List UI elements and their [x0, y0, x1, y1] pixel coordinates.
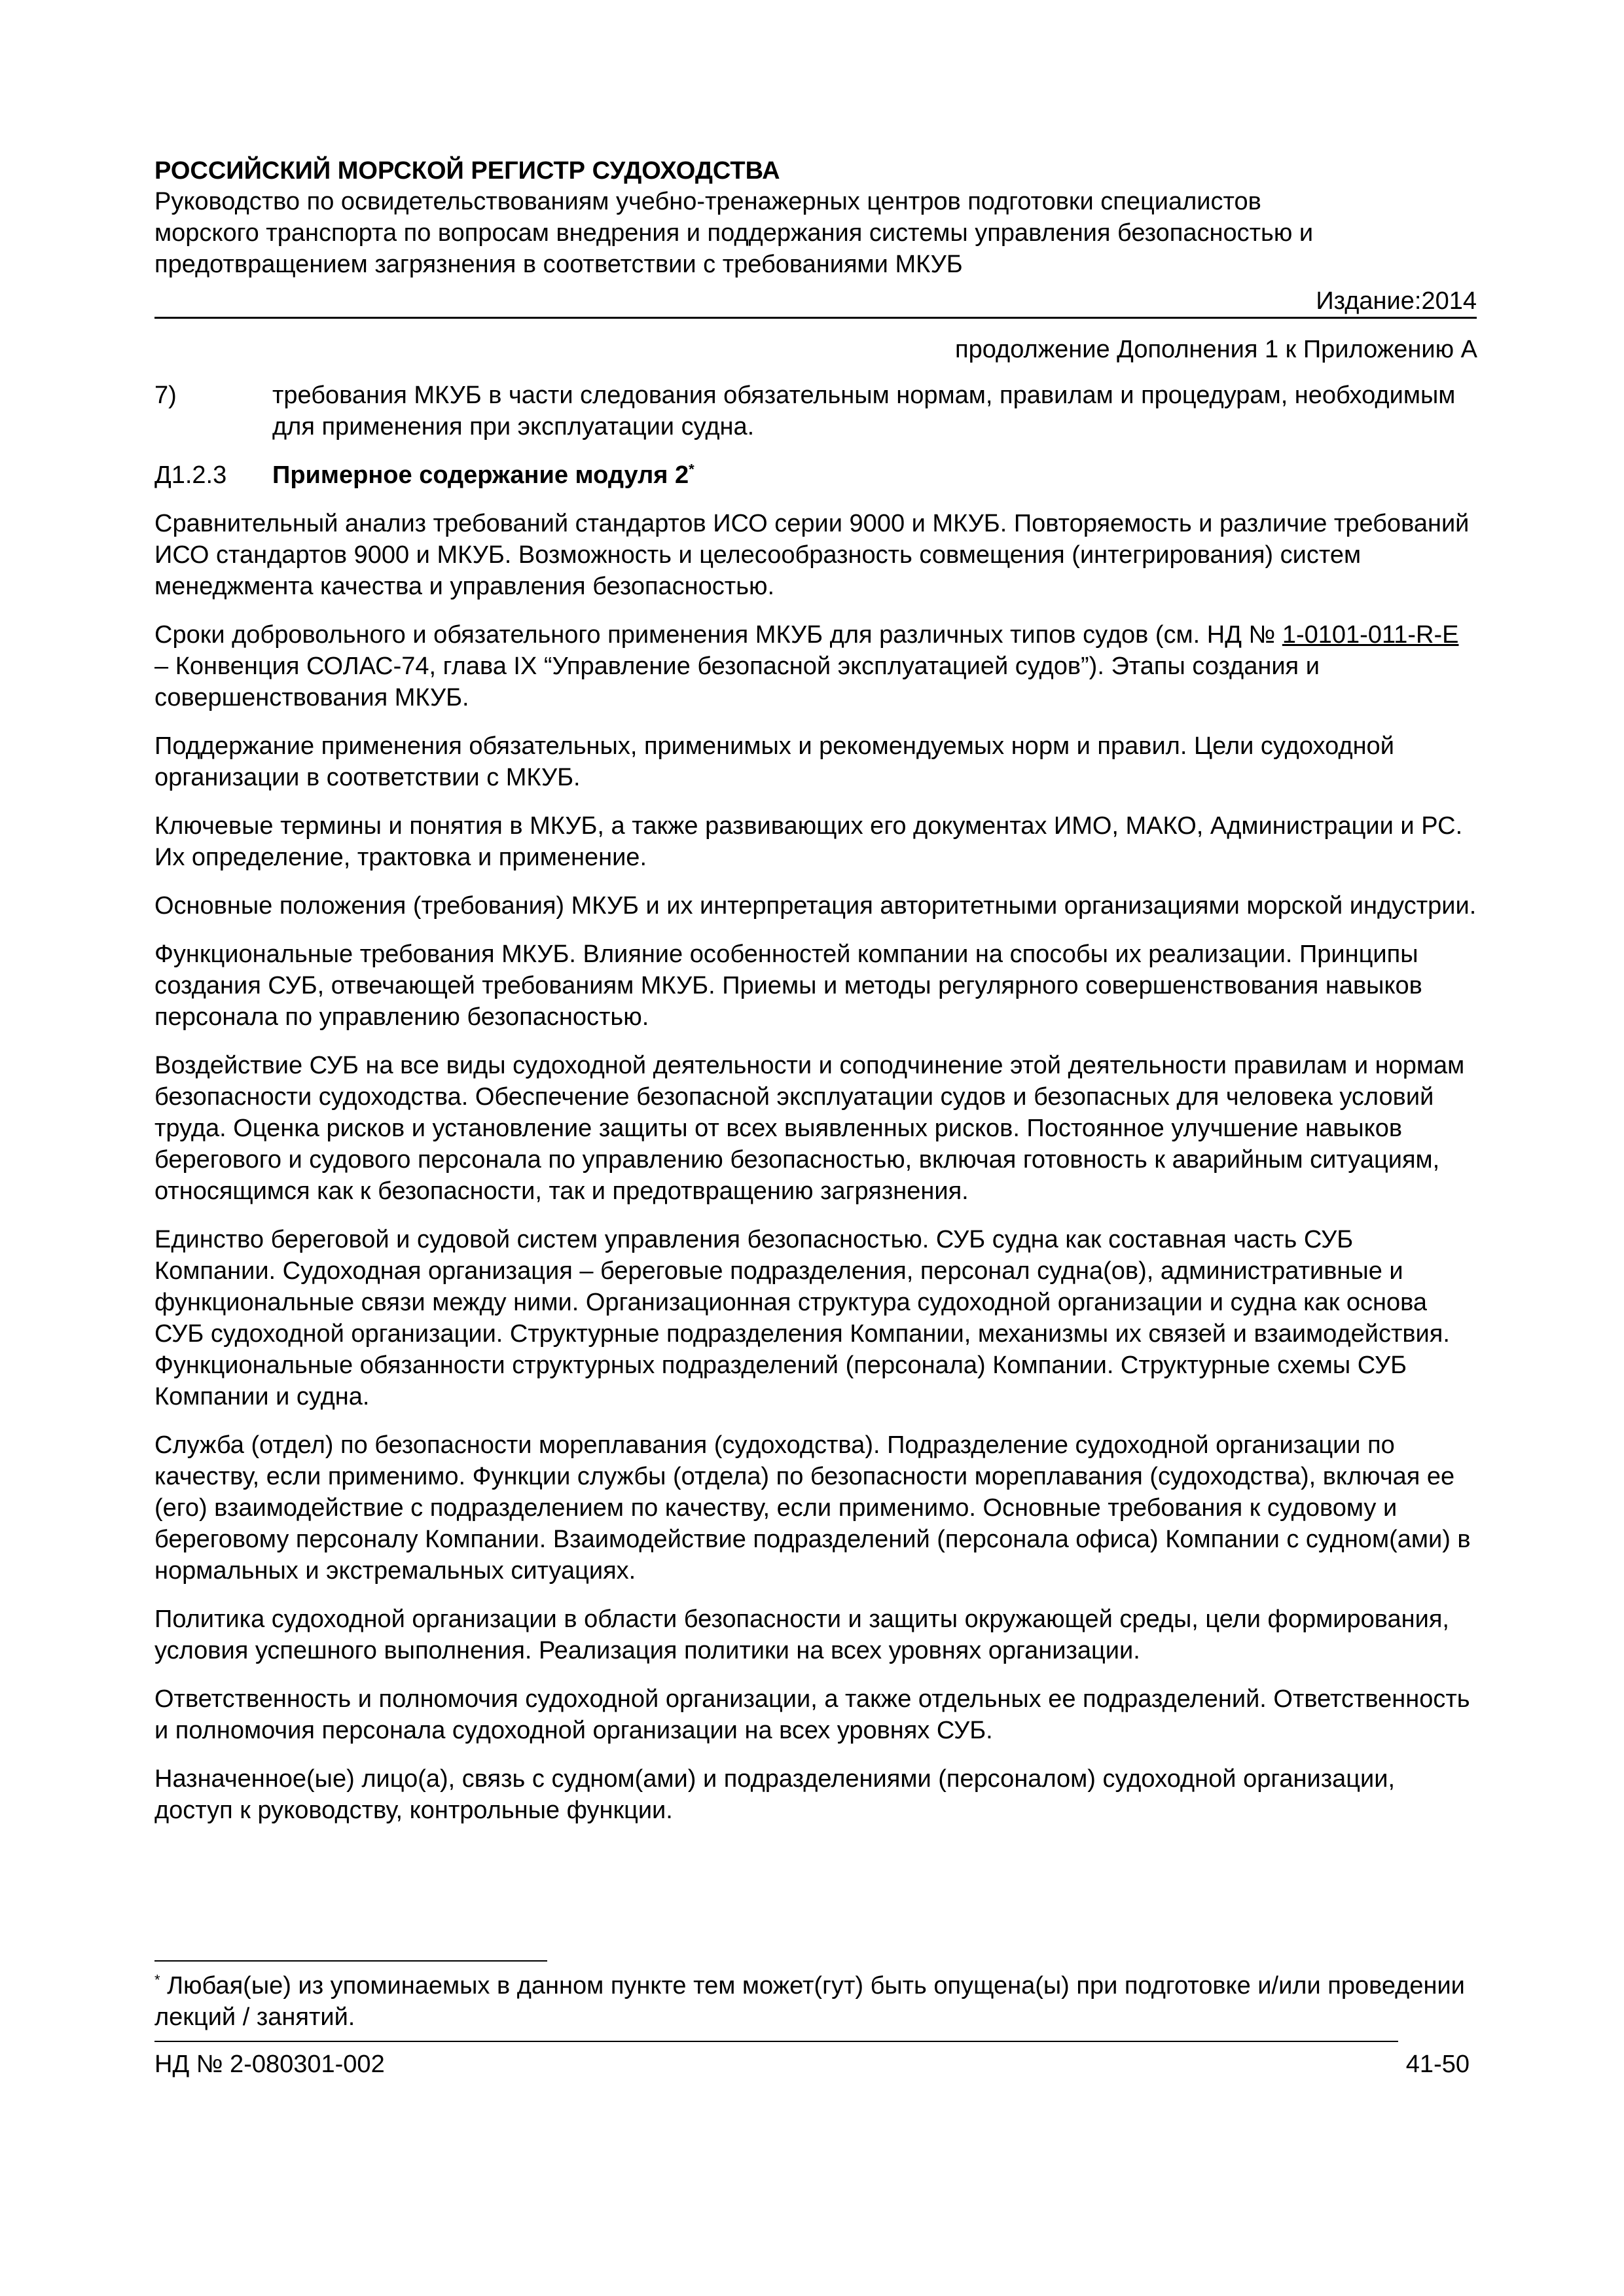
list-item-text: требования МКУБ в части следования обязательным нормам, правилам и процедурам, необходимым для применения при эксплуатации судна. [272, 382, 1456, 440]
paragraph-4: Ключевые термины и понятия в МКУБ, а также развивающих его документах ИМО, МАКО, Администрации и РС. Их определение, трактовка и применение. [154, 812, 1463, 871]
continuation-note: продолжение Дополнения 1 к Приложению А [955, 336, 1477, 363]
footnote-marker: * [154, 1971, 160, 1988]
paragraph-2-end: – Конвенция СОЛАС-74, глава IX “Управление безопасной эксплуатацией судов”). Этапы создания и совершенствования МКУБ. [154, 653, 1320, 711]
paragraph-8: Единство береговой и судовой систем управления безопасностью. СУБ судна как составная часть СУБ Компании. Судоходная организация – береговые подразделения, персонал судна(ов), административные и функциональные связи между ними. Организационная структура судоходной организации и судна как основа СУБ судоходной организации. Структурные подразделения Компании, механизмы их связей и взаимодействия. Функциональные обязанности структурных подразделений (персонала) Компании. Структурные схемы СУБ Компании и судна. [154, 1226, 1450, 1410]
footer-divider [154, 2041, 1398, 2042]
header-divider [154, 317, 1477, 319]
paragraph-9: Служба (отдел) по безопасности мореплавания (судоходства). Подразделение судоходной организации по качеству, если применимо. Функции службы (отдела) по безопасности мореплавания (судоходства), включая ее (его) взаимодействие с подразделением по качеству, если применимо. Основные требования к судовому и береговому персоналу Компании. Взаимодействие подразделений (персонала офиса) Компании с судном(ами) в нормальных и экстремальных ситуациях. [154, 1431, 1471, 1585]
paragraph-11: Ответственность и полномочия судоходной организации, а также отдельных ее подразделений. Ответственность и полномочия персонала судоходной организации на всех уровнях СУБ. [154, 1685, 1470, 1744]
document-title-line-1: Руководство по освидетельствованиям учебно-тренажерных центров подготовки специалистов [154, 188, 1261, 215]
document-reference-link[interactable]: 1-0101-011-R-E [1282, 621, 1459, 649]
document-body [154, 380, 1477, 1843]
paragraph-3: Поддержание применения обязательных, применимых и рекомендуемых норм и правил. Цели судоходной организации в соответствии с МКУБ. [154, 732, 1394, 791]
section-title-text: Примерное содержание модуля 2 [272, 461, 689, 489]
footer-page-number: 41-50 [1405, 2051, 1470, 2078]
footnote-text: Любая(ые) из упоминаемых в данном пункте тем может(гут) быть опущена(ы) при подготовке и/или проведении лекций / занятий. [154, 1972, 1465, 2031]
document-title-line-3: предотвращением загрязнения в соответствии с требованиями МКУБ [154, 251, 963, 278]
section-heading [154, 459, 1477, 491]
list-item-number: 7) [154, 382, 177, 409]
footnote-reference[interactable]: * [689, 461, 695, 478]
paragraph-6: Функциональные требования МКУБ. Влияние особенностей компании на способы их реализации. Принципы создания СУБ, отвечающей требованиям МКУБ. Приемы и методы регулярного совершенствования навыков персонала по управлению безопасностью. [154, 941, 1422, 1031]
edition-label: Издание:2014 [1316, 287, 1477, 315]
paragraph-7: Воздействие СУБ на все виды судоходной деятельности и соподчинение этой деятельности правилам и нормам безопасности судоходства. Обеспечение безопасной эксплуатации судов и безопасных для человека условий труда. Оценка рисков и установление защиты от всех выявленных рисков. Постоянное улучшение навыков берегового и судового персонала по управлению безопасностью, включая готовность к аварийным ситуациям, относящимся как к безопасности, так и предотвращению загрязнения. [154, 1052, 1465, 1205]
list-item-7 [154, 380, 1477, 442]
paragraph-12: Назначенное(ые) лицо(а), связь с судном(ами) и подразделениями (персоналом) судоходной организации, доступ к руководству, контрольные функции. [154, 1765, 1396, 1824]
organization-name: РОССИЙСКИЙ МОРСКОЙ РЕГИСТР СУДОХОДСТВА [154, 157, 780, 185]
footnote [154, 1970, 1477, 2033]
section-title [272, 459, 695, 491]
footer-document-number: НД № 2-080301-002 [154, 2051, 385, 2078]
paragraph-1: Сравнительный анализ требований стандартов ИСО серии 9000 и МКУБ. Повторяемость и различие требований ИСО стандартов 9000 и МКУБ. Возможность и целесообразность совмещения (интегрирования) систем менеджмента качества и управления безопасностью. [154, 510, 1470, 600]
paragraph-2-start: Сроки добровольного и обязательного применения МКУБ для различных типов судов (см. НД № [154, 621, 1282, 649]
page-header [154, 156, 1477, 317]
paragraph-5: Основные положения (требования) МКУБ и их интерпретация авторитетными организациями морской индустрии. [154, 892, 1477, 920]
document-title-line-2: морского транспорта по вопросам внедрения и поддержания системы управления безопасностью и [154, 219, 1314, 247]
paragraph-2 [154, 619, 1477, 713]
footnote-divider [154, 1960, 547, 1962]
section-number: Д1.2.3 [154, 461, 227, 489]
paragraph-10: Политика судоходной организации в области безопасности и защиты окружающей среды, цели формирования, условия успешного выполнения. Реализация политики на всех уровнях организации. [154, 1605, 1449, 1664]
